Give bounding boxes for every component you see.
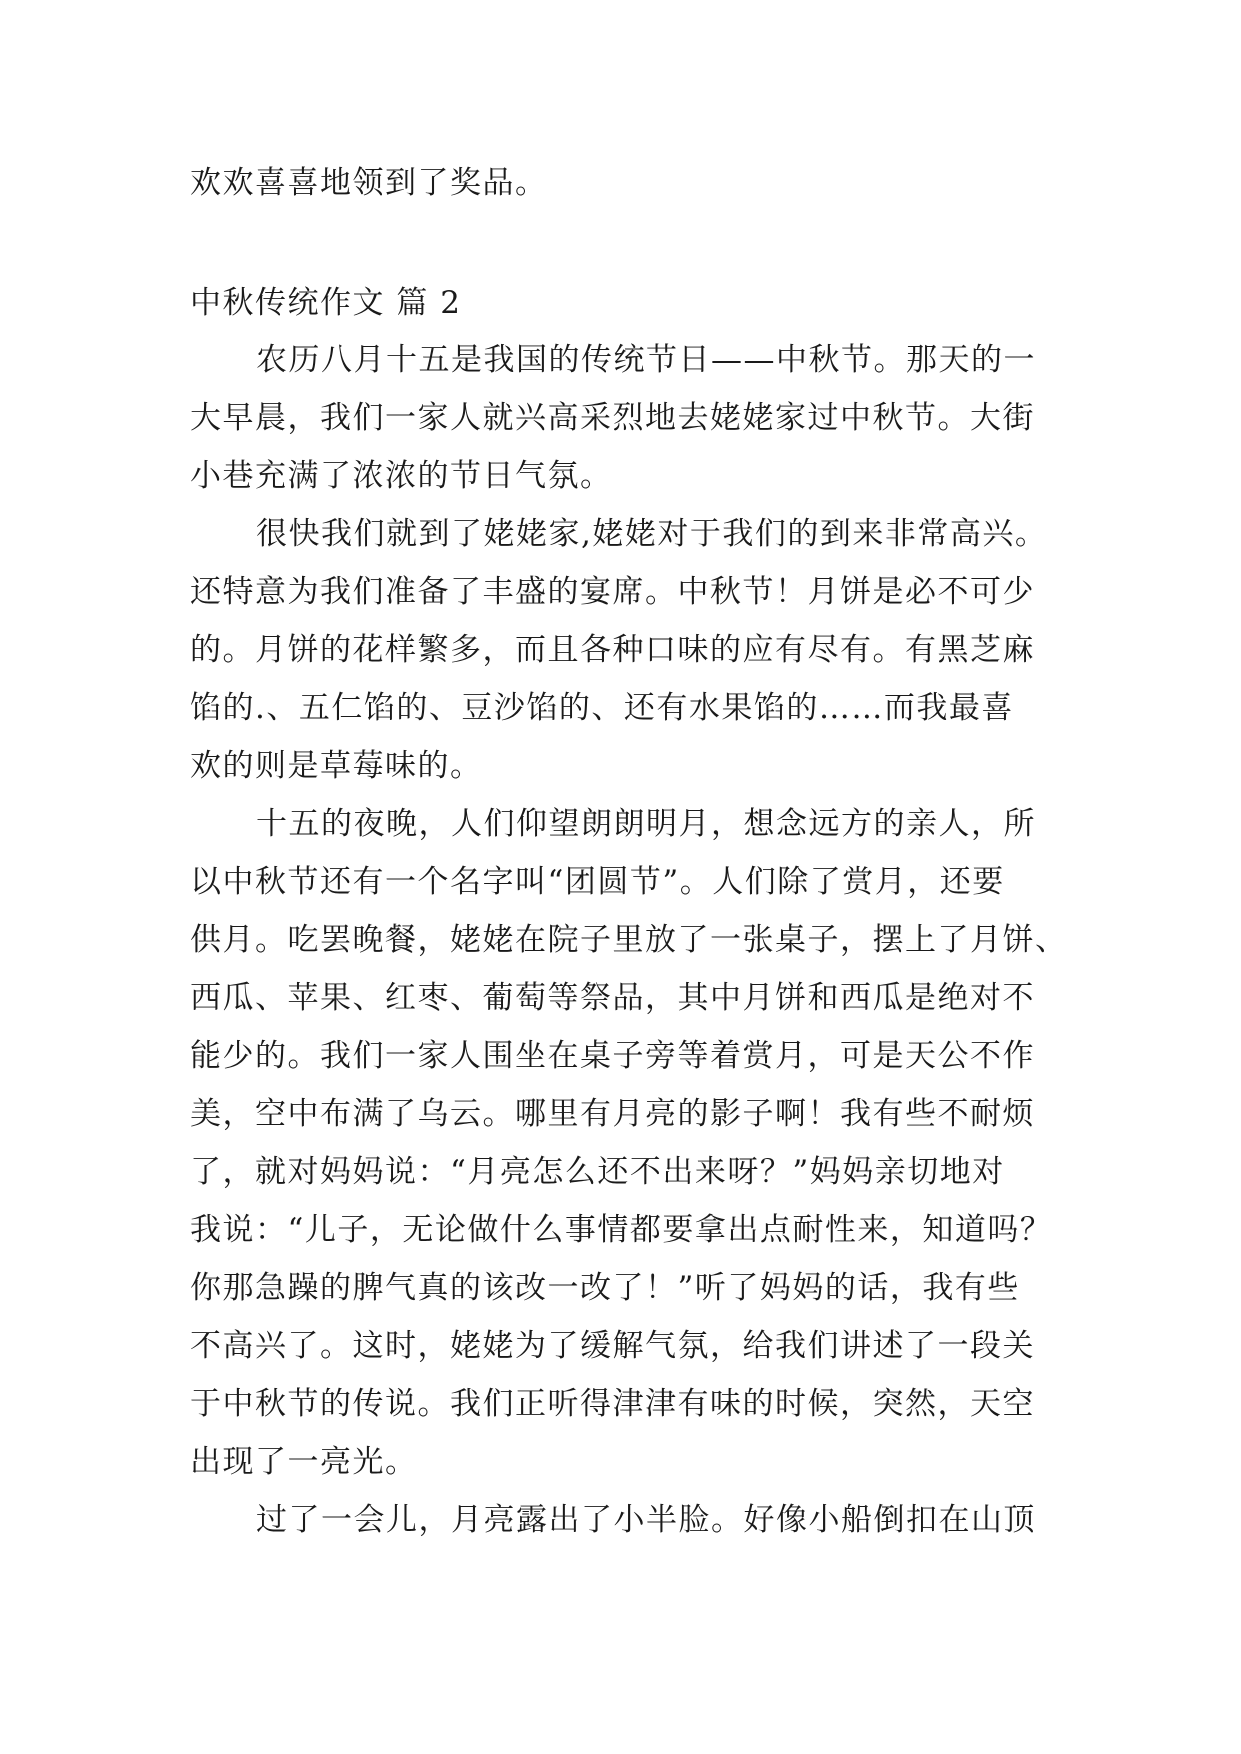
- paragraph-2-line-3: 的。月饼的花样繁多，而且各种口味的应有尽有。有黑芝麻: [190, 632, 1035, 668]
- paragraph-3-line-5: 能少的。我们一家人围坐在桌子旁等着赏月，可是天公不作: [190, 1038, 1035, 1074]
- paragraph-2-line-2: 还特意为我们准备了丰盛的宴席。中秋节！月饼是必不可少: [190, 574, 1035, 610]
- paragraph-3-line-8: 我说：“儿子，无论做什么事情都要拿出点耐性来，知道吗？: [190, 1212, 1053, 1248]
- section-title: 中秋传统作文 篇 2: [190, 285, 462, 321]
- paragraph-2-line-5: 欢的则是草莓味的。: [190, 748, 483, 784]
- paragraph-3-line-9: 你那急躁的脾气真的该改一改了！”听了妈妈的话，我有些: [190, 1270, 1020, 1306]
- paragraph-2-line-1: 很快我们就到了姥姥家,姥姥对于我们的到来非常高兴。: [256, 516, 1048, 552]
- paragraph-3-line-11: 于中秋节的传说。我们正听得津津有味的时候，突然，天空: [190, 1386, 1035, 1422]
- paragraph-3-line-6: 美，空中布满了乌云。哪里有月亮的影子啊！我有些不耐烦: [190, 1096, 1035, 1132]
- paragraph-3-line-7: 了，就对妈妈说：“月亮怎么还不出来呀？”妈妈亲切地对: [190, 1154, 1005, 1190]
- paragraph-3-line-3: 供月。吃罢晚餐，姥姥在院子里放了一张桌子，摆上了月饼、: [190, 922, 1068, 958]
- paragraph-3-line-2: 以中秋节还有一个名字叫“团圆节”。人们除了赏月，还要: [190, 864, 1005, 900]
- paragraph-3-line-4: 西瓜、苹果、红枣、葡萄等祭品，其中月饼和西瓜是绝对不: [190, 980, 1035, 1016]
- paragraph-1-line-1: 农历八月十五是我国的传统节日——中秋节。那天的一: [256, 342, 1036, 378]
- paragraph-1-line-3: 小巷充满了浓浓的节日气氛。: [190, 458, 613, 494]
- paragraph-2-line-4: 馅的.、五仁馅的、豆沙馅的、还有水果馅的……而我最喜: [190, 690, 1014, 726]
- paragraph-3-line-10: 不高兴了。这时，姥姥为了缓解气氛，给我们讲述了一段关: [190, 1328, 1035, 1364]
- paragraph-3-line-12: 出现了一亮光。: [190, 1444, 418, 1480]
- text-line-continuation: 欢欢喜喜地领到了奖品。: [190, 165, 548, 201]
- paragraph-1-line-2: 大早晨，我们一家人就兴高采烈地去姥姥家过中秋节。大街: [190, 400, 1035, 436]
- paragraph-4-line-1: 过了一会儿，月亮露出了小半脸。好像小船倒扣在山顶: [256, 1502, 1036, 1538]
- paragraph-3-line-1: 十五的夜晚，人们仰望朗朗明月，想念远方的亲人，所: [256, 806, 1036, 842]
